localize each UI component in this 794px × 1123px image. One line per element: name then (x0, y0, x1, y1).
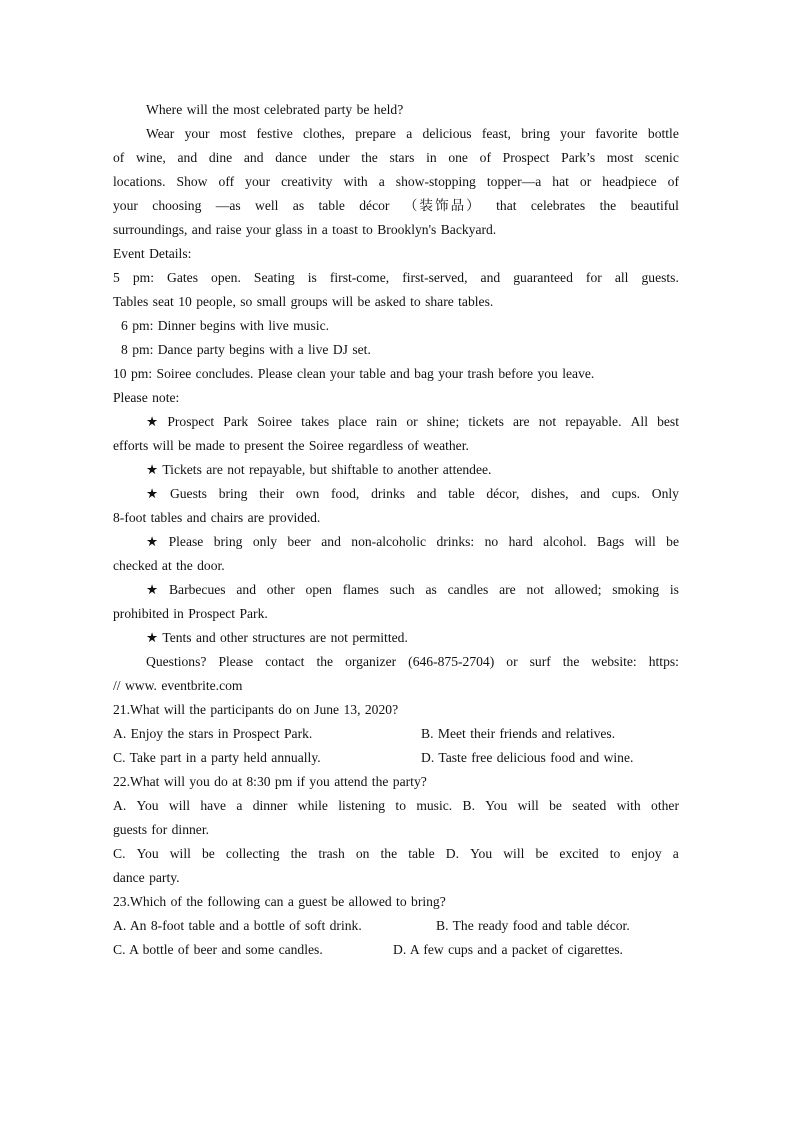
word: are (499, 582, 516, 597)
word: their (259, 486, 285, 501)
word: with (616, 798, 641, 813)
word: Park (223, 414, 249, 429)
word: C. (113, 846, 126, 861)
word: dinner (252, 798, 288, 813)
question-22-options-cd-line-1 (113, 842, 679, 866)
word: D. (445, 846, 459, 861)
detail-8pm: 8 pm: Dance party begins with a live DJ set. (121, 342, 371, 357)
word: your (560, 126, 586, 141)
word: topper—a (486, 174, 542, 189)
word: scenic (644, 150, 679, 165)
word: delicious (422, 126, 472, 141)
word: table (408, 846, 435, 861)
word: bring (521, 126, 550, 141)
word: be (535, 846, 549, 861)
word: Questions? (146, 654, 207, 669)
word: Seating (253, 270, 295, 285)
intro-line-3 (113, 170, 679, 194)
word: website: (591, 654, 637, 669)
word: as (292, 198, 305, 213)
question-22-options-cd-line-2: dance party. (113, 870, 180, 885)
word: on (355, 846, 370, 861)
word: to (609, 846, 621, 861)
word: have (200, 798, 227, 813)
word: or (406, 414, 418, 429)
word: organizer (345, 654, 397, 669)
word: allowed; (554, 582, 602, 597)
note-2: ★ Tickets are not repayable, but shiftable to another attendee. (146, 462, 492, 477)
question-23-options-cd (113, 938, 679, 962)
word: drinks (371, 486, 406, 501)
word: will (634, 534, 656, 549)
word: no (484, 534, 499, 549)
word: not (538, 414, 557, 429)
word: is (307, 270, 317, 285)
question-23-option-d: D. A few cups and a packet of cigarettes. (393, 942, 623, 957)
word: enjoy (631, 846, 662, 861)
word: Barbecues (168, 582, 226, 597)
word: clothes, (303, 126, 345, 141)
word: hat (552, 174, 569, 189)
word: other (266, 582, 295, 597)
word: while (297, 798, 328, 813)
word: that (496, 198, 517, 213)
word: under (318, 150, 350, 165)
word: most (606, 150, 634, 165)
word: will (517, 798, 539, 813)
word: Prospect (167, 414, 215, 429)
word: stars (389, 150, 415, 165)
word: Please (218, 654, 254, 669)
word: food, (331, 486, 360, 501)
word: or (579, 174, 592, 189)
word: You (470, 846, 493, 861)
word: trash (318, 846, 345, 861)
word: the (290, 846, 308, 861)
intro-line-5: surroundings, and raise your glass in a toast to Brooklyn's Backyard. (113, 222, 497, 237)
word: smoking (612, 582, 660, 597)
word: pm: (132, 270, 154, 285)
word: be (549, 798, 562, 813)
word: non-alcoholic (351, 534, 427, 549)
word: of (479, 150, 491, 165)
question-21-option-c: C. Take part in a party held annually. (113, 750, 321, 765)
word: and (243, 150, 264, 165)
event-details-heading: Event Details: (113, 246, 192, 261)
word: guaranteed (513, 270, 573, 285)
word: 5 (113, 270, 120, 285)
word: dine (208, 150, 233, 165)
note-5-line-1 (146, 578, 679, 602)
word: flames (342, 582, 379, 597)
word: tickets (468, 414, 504, 429)
word: and (580, 486, 600, 501)
word: and (177, 150, 198, 165)
word: headpiece (602, 174, 657, 189)
word: bottle (647, 126, 679, 141)
detail-5pm-line-1 (113, 266, 679, 290)
word: and (416, 486, 437, 501)
question-21-options-ab (113, 722, 679, 746)
word: open. (211, 270, 241, 285)
word: most (219, 126, 247, 141)
word: such (389, 582, 415, 597)
note-1-line-2: efforts will be made to present the Soiree regardless of weather. (113, 438, 469, 453)
word: the (599, 198, 617, 213)
question-21-option-b: B. Meet their friends and relatives. (421, 726, 616, 741)
word: be (201, 846, 215, 861)
word: prepare (355, 126, 396, 141)
word: one (448, 150, 468, 165)
word: wine, (136, 150, 166, 165)
word: celebrates (530, 198, 586, 213)
word: beautiful (630, 198, 679, 213)
word: a (406, 126, 413, 141)
word: décor (359, 198, 390, 213)
word: a (236, 798, 243, 813)
word: only (252, 534, 278, 549)
word: the (361, 150, 378, 165)
question-23-stem: 23.Which of the following can a guest be allowed to bring? (113, 894, 446, 909)
note-1-line-1 (146, 410, 679, 434)
word: open (305, 582, 332, 597)
question-23-option-c: C. A bottle of beer and some candles. (113, 942, 323, 957)
word: are (513, 414, 530, 429)
word: Wear (146, 126, 175, 141)
question-23-option-a: A. An 8-foot table and a bottle of soft drink. (113, 918, 362, 933)
note-6: ★ Tents and other structures are not permitted. (146, 630, 408, 645)
word: the (562, 654, 580, 669)
word: table (448, 486, 475, 501)
contact-line-1 (146, 650, 679, 674)
question-22-options-ab-line-2: guests for dinner. (113, 822, 210, 837)
word: dance (275, 150, 307, 165)
word: Show (176, 174, 208, 189)
word: the (380, 846, 398, 861)
word: —as (215, 198, 241, 213)
word: first-come, (329, 270, 390, 285)
word: ★ (146, 534, 159, 549)
word: in (426, 150, 437, 165)
word: as (425, 582, 437, 597)
word: to (395, 798, 406, 813)
question-21-option-d: D. Taste free delicious food and wine. (421, 750, 634, 765)
word: （装饰品） (403, 198, 482, 213)
question-21-stem: 21.What will the participants do on June 13, 2020? (113, 702, 399, 717)
word: beer (287, 534, 311, 549)
word: alcohol. (543, 534, 587, 549)
word: a (672, 846, 679, 861)
note-4-line-2: checked at the door. (113, 558, 225, 573)
word: choosing (152, 198, 202, 213)
word: Please (168, 534, 204, 549)
word: cups. (611, 486, 641, 501)
word: of (667, 174, 679, 189)
word: surf (529, 654, 551, 669)
word: your (245, 174, 271, 189)
word: all (614, 270, 629, 285)
contact-line-2: // www. eventbrite.com (113, 678, 243, 693)
word: B. (462, 798, 475, 813)
question-21-options-cd (113, 746, 679, 770)
word: well (255, 198, 279, 213)
word: of (113, 150, 125, 165)
question-22-stem: 22.What will you do at 8:30 pm if you attend the party? (113, 774, 427, 789)
note-3-line-2: 8-foot tables and chairs are provided. (113, 510, 321, 525)
word: creativity (281, 174, 333, 189)
word: listening (338, 798, 386, 813)
word: A. (113, 798, 127, 813)
word: favorite (595, 126, 638, 141)
word: be (666, 534, 679, 549)
word: shine; (426, 414, 460, 429)
intro-line-1 (146, 122, 679, 146)
word: is (669, 582, 679, 597)
word: your (113, 198, 138, 213)
word: will (169, 846, 191, 861)
detail-5pm-line-2: Tables seat 10 people, so small groups will be asked to share tables. (113, 294, 494, 309)
word: Gates (167, 270, 198, 285)
word: ★ (146, 582, 159, 597)
word: ★ (146, 486, 159, 501)
word: your (184, 126, 210, 141)
question-22-options-ab-line-1 (113, 794, 679, 818)
word: first-served, (402, 270, 468, 285)
please-note-heading: Please note: (113, 390, 180, 405)
word: and (236, 582, 257, 597)
word: rain (376, 414, 398, 429)
word: décor, (486, 486, 520, 501)
word: candles (447, 582, 489, 597)
word: All (630, 414, 648, 429)
question-23-option-b: B. The ready food and table décor. (436, 918, 630, 933)
note-3-line-1 (146, 482, 679, 506)
word: place (338, 414, 367, 429)
word: own (295, 486, 320, 501)
note-4-line-1 (146, 530, 679, 554)
word: and (480, 270, 501, 285)
word: dishes, (531, 486, 569, 501)
word: contact (265, 654, 305, 669)
word: Bags (597, 534, 625, 549)
detail-10pm: 10 pm: Soiree concludes. Please clean your table and bag your trash before you leave. (113, 366, 595, 381)
word: feast, (481, 126, 511, 141)
word: Park’s (561, 150, 596, 165)
note-5-line-2: prohibited in Prospect Park. (113, 606, 268, 621)
word: repayable. (565, 414, 622, 429)
word: a (378, 174, 385, 189)
word: guests. (641, 270, 679, 285)
word: collecting (225, 846, 280, 861)
word: https: (648, 654, 679, 669)
word: not (526, 582, 544, 597)
word: drinks: (436, 534, 475, 549)
word: will (503, 846, 525, 861)
word: Prospect (502, 150, 550, 165)
word: locations. (113, 174, 166, 189)
word: You (136, 798, 159, 813)
word: ★ (146, 414, 159, 429)
question-21-option-a: A. Enjoy the stars in Prospect Park. (113, 726, 313, 741)
intro-line-2 (113, 146, 679, 170)
word: seated (572, 798, 607, 813)
word: (646-875-2704) (408, 654, 495, 669)
passage-title-question: Where will the most celebrated party be held? (146, 102, 404, 117)
word: with (343, 174, 368, 189)
word: Soiree (257, 414, 293, 429)
word: bring (218, 486, 248, 501)
word: will (168, 798, 191, 813)
word: for (585, 270, 602, 285)
word: the (316, 654, 334, 669)
word: hard (508, 534, 533, 549)
word: and (321, 534, 341, 549)
detail-6pm: 6 pm: Dinner begins with live music. (121, 318, 329, 333)
word: takes (301, 414, 330, 429)
word: best (657, 414, 679, 429)
word: festive (256, 126, 293, 141)
word: You (136, 846, 159, 861)
word: Only (651, 486, 679, 501)
word: off (218, 174, 235, 189)
word: music. (416, 798, 453, 813)
intro-line-4 (113, 194, 679, 218)
word: show-stopping (395, 174, 476, 189)
word: You (485, 798, 508, 813)
word: other (651, 798, 679, 813)
word: table (318, 198, 345, 213)
word: bring (213, 534, 243, 549)
word: Guests (169, 486, 207, 501)
word: or (506, 654, 518, 669)
word: excited (559, 846, 599, 861)
question-23-options-ab (113, 914, 679, 938)
